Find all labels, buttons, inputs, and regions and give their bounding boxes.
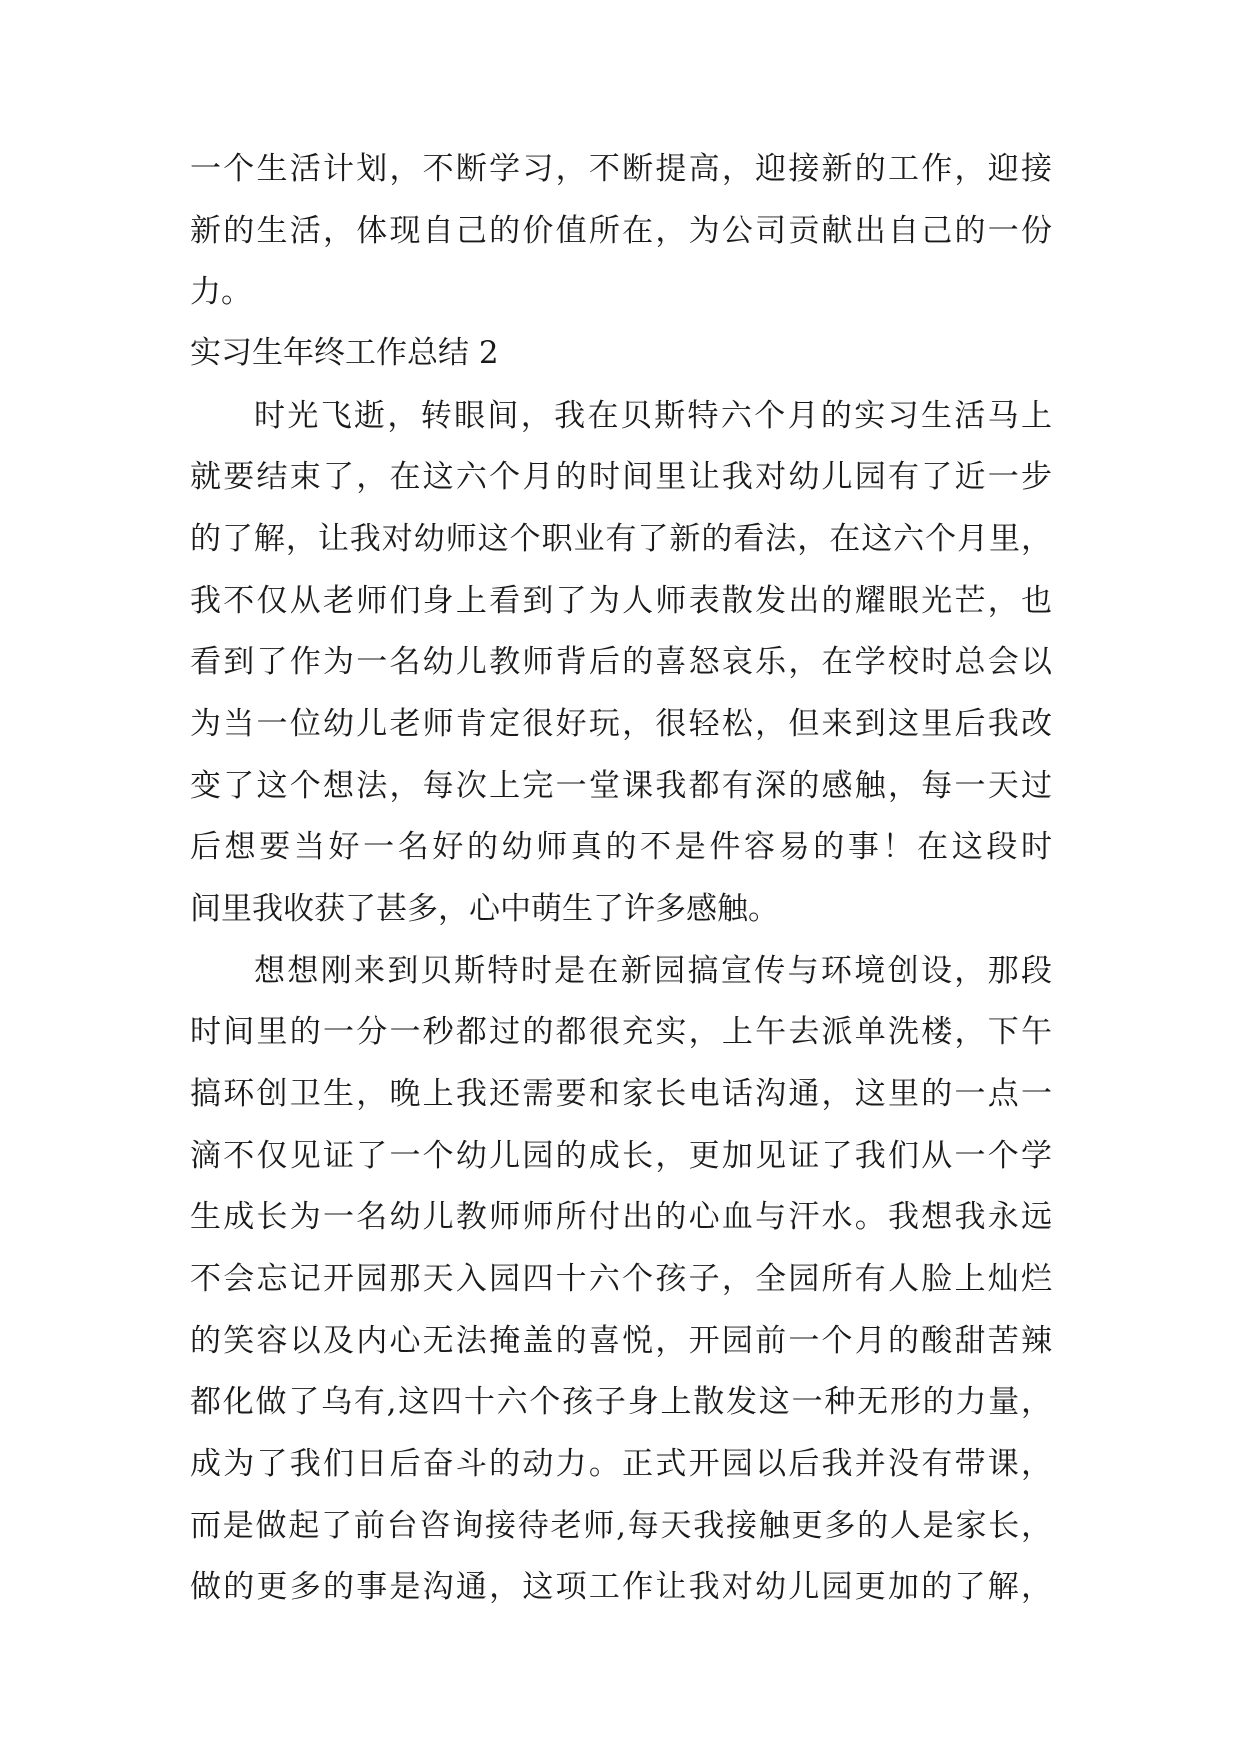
paragraph-line: 变了这个想法，每次上完一堂课我都有深的感触，每一天过 bbox=[190, 768, 1052, 804]
paragraph-line: 成为了我们日后奋斗的动力。正式开园以后我并没有带课， bbox=[190, 1446, 1052, 1482]
carryover-line: 一个生活计划，不断学习，不断提高，迎接新的工作，迎接 bbox=[190, 151, 1052, 187]
paragraph-line: 不会忘记开园那天入园四十六个孩子，全园所有人脸上灿烂 bbox=[190, 1261, 1052, 1297]
paragraph-line: 而是做起了前台咨询接待老师,每天我接触更多的人是家长， bbox=[190, 1508, 1052, 1544]
section-heading: 实习生年终工作总结 2 bbox=[190, 335, 499, 371]
paragraph-line: 时间里的一分一秒都过的都很充实，上午去派单洗楼，下午 bbox=[190, 1014, 1052, 1050]
paragraph-line: 看到了作为一名幼儿教师背后的喜怒哀乐，在学校时总会以 bbox=[190, 644, 1052, 680]
paragraph-line: 的笑容以及内心无法掩盖的喜悦，开园前一个月的酸甜苦辣 bbox=[190, 1323, 1052, 1359]
paragraph-line: 搞环创卫生，晚上我还需要和家长电话沟通，这里的一点一 bbox=[190, 1076, 1052, 1112]
paragraph-line: 生成长为一名幼儿教师师所付出的心血与汗水。我想我永远 bbox=[190, 1199, 1052, 1235]
carryover-line: 新的生活，体现自己的价值所在，为公司贡献出自己的一份 bbox=[190, 213, 1052, 249]
paragraph-line: 的了解，让我对幼师这个职业有了新的看法，在这六个月里， bbox=[190, 521, 1052, 557]
paragraph-line: 间里我收获了甚多，心中萌生了许多感触。 bbox=[190, 891, 779, 927]
paragraph-line: 时光飞逝，转眼间，我在贝斯特六个月的实习生活马上 bbox=[254, 398, 1052, 434]
paragraph-line: 后想要当好一名好的幼师真的不是件容易的事！在这段时 bbox=[190, 829, 1052, 865]
paragraph-line: 滴不仅见证了一个幼儿园的成长，更加见证了我们从一个学 bbox=[190, 1138, 1052, 1174]
paragraph-line: 想想刚来到贝斯特时是在新园搞宣传与环境创设，那段 bbox=[254, 953, 1052, 989]
paragraph-line: 就要结束了，在这六个月的时间里让我对幼儿园有了近一步 bbox=[190, 459, 1052, 495]
carryover-line: 力。 bbox=[190, 274, 252, 310]
paragraph-line: 我不仅从老师们身上看到了为人师表散发出的耀眼光芒，也 bbox=[190, 583, 1052, 619]
paragraph-line: 做的更多的事是沟通，这项工作让我对幼儿园更加的了解， bbox=[190, 1569, 1052, 1605]
paragraph-line: 都化做了乌有,这四十六个孩子身上散发这一种无形的力量， bbox=[190, 1384, 1052, 1420]
paragraph-line: 为当一位幼儿老师肯定很好玩，很轻松，但来到这里后我改 bbox=[190, 706, 1052, 742]
